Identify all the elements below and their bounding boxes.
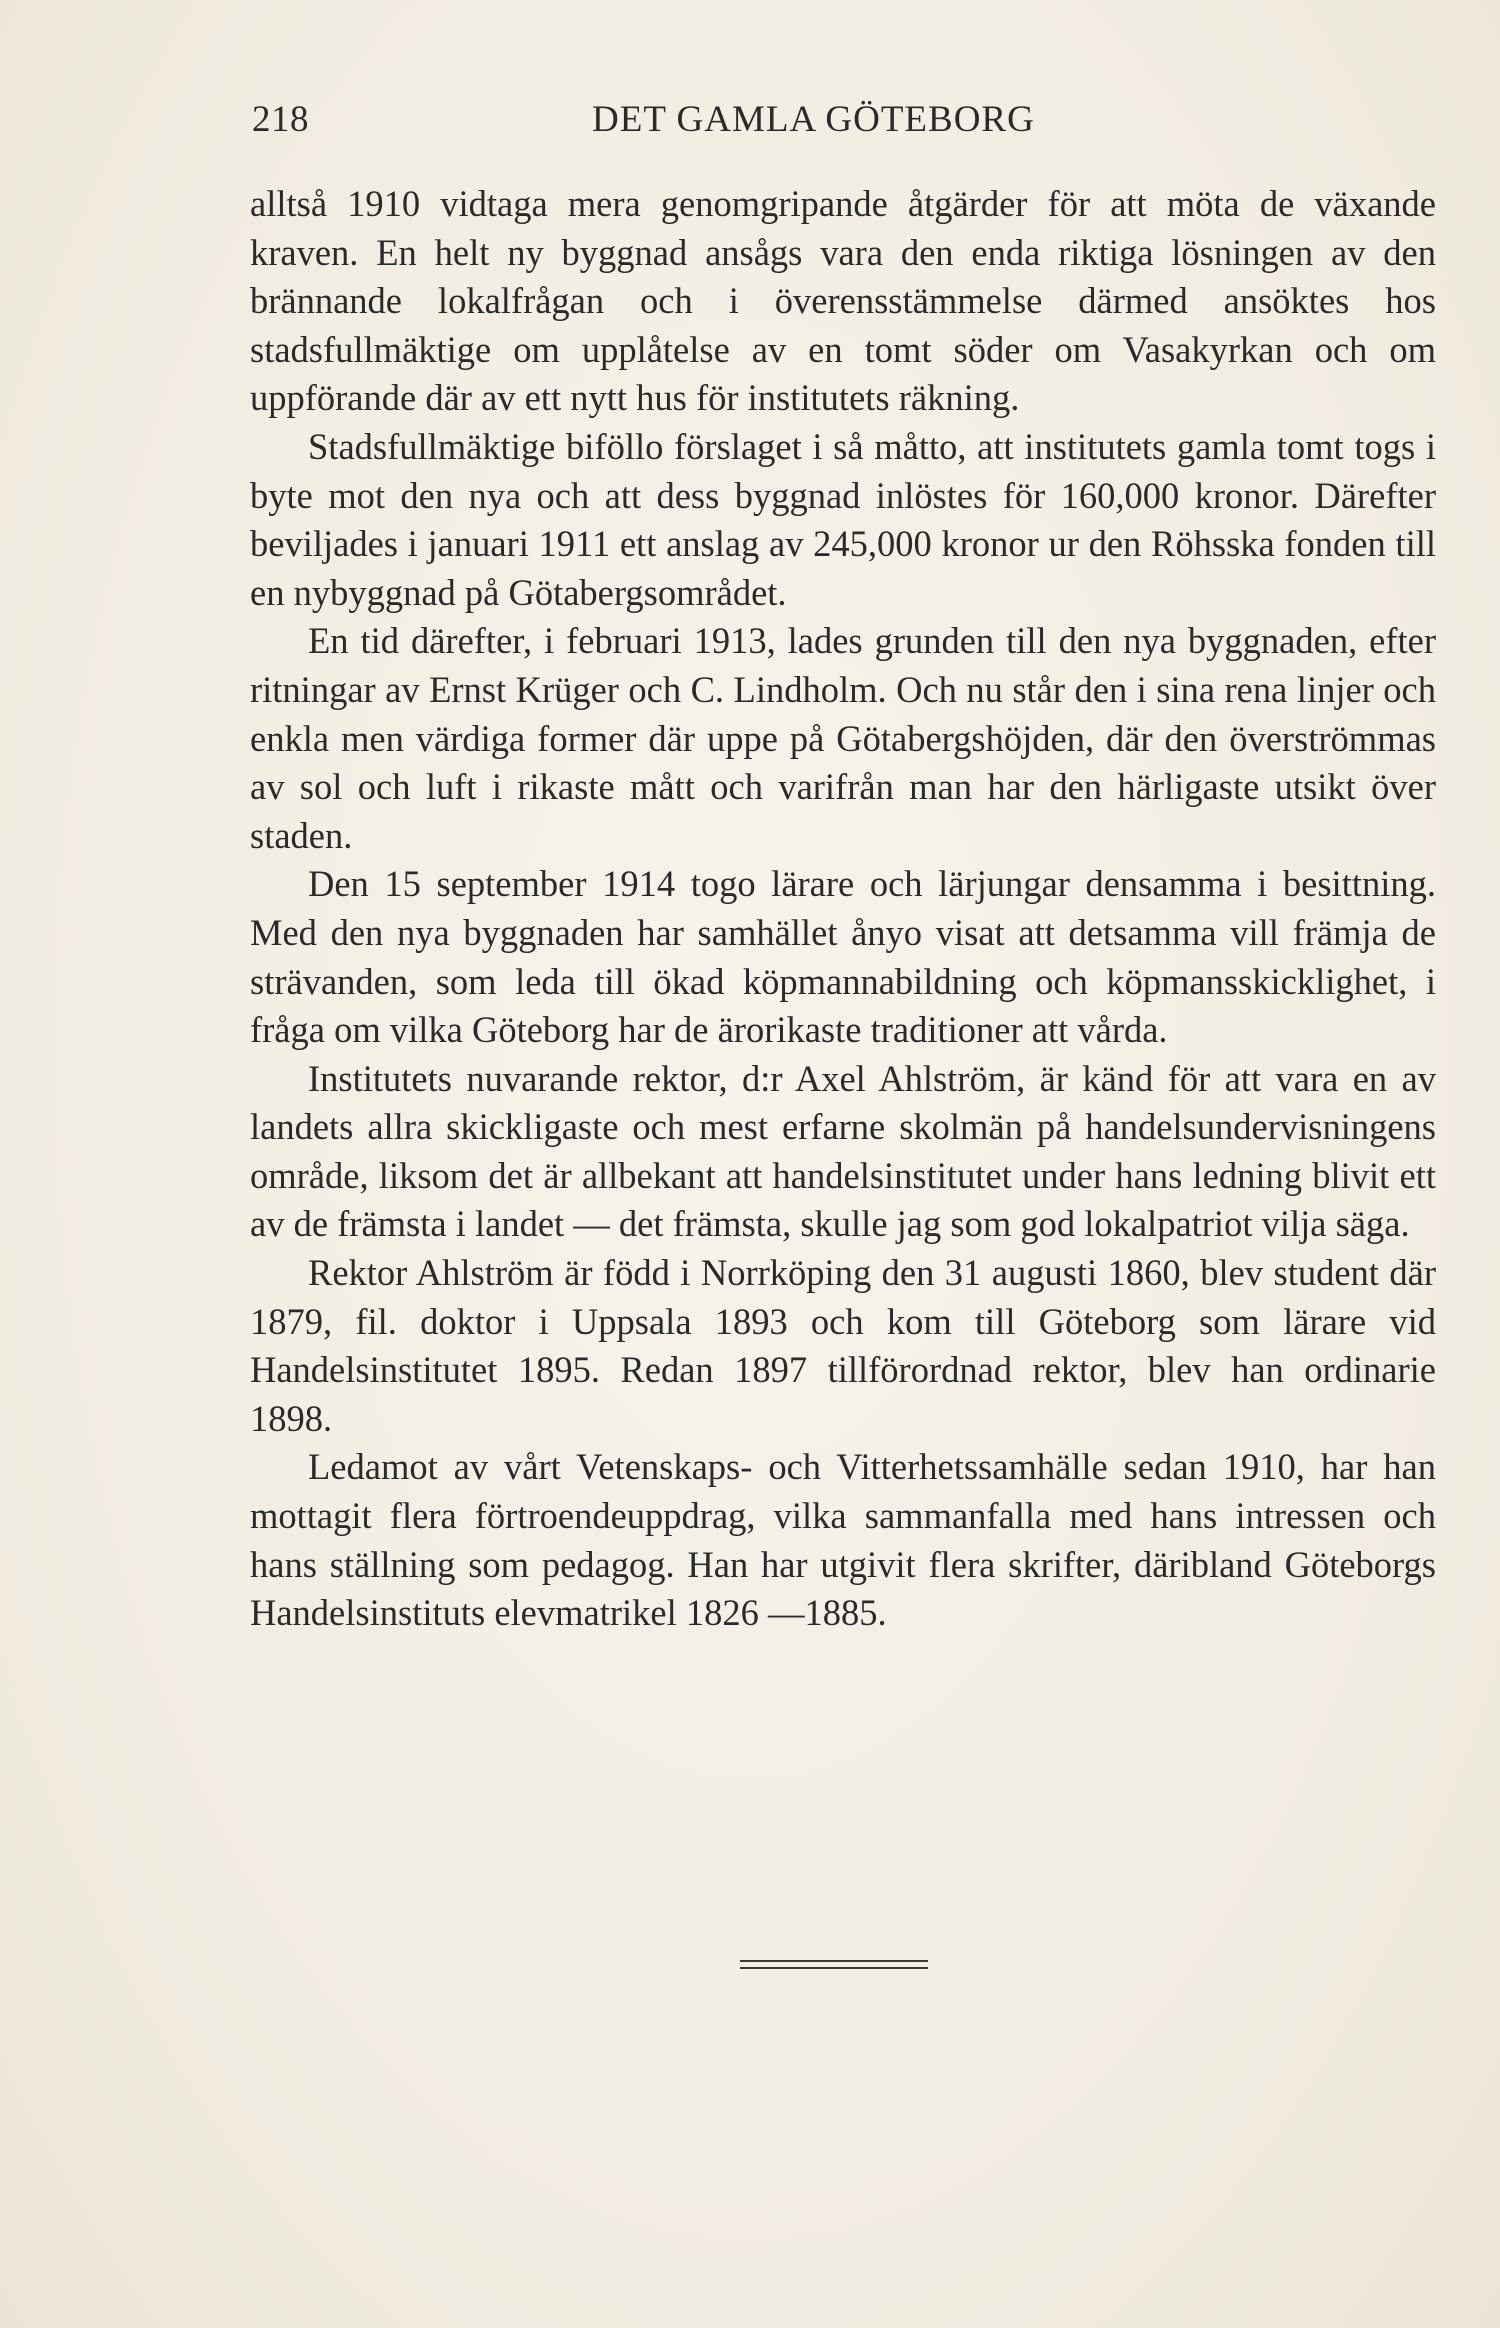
rule-line [740,1960,928,1962]
paragraph: Rektor Ahlström är född i Norrköping den 31 augusti 1860, blev student där 1879, fil. doktor i Uppsala 1893 och kom till Göteborg som lärare vid Handelsinstitutet 1895. Redan 1897 tillförordnad rektor, blev han ordinarie 1898. [250,1252,1436,1439]
paragraph: Stadsfullmäktige biföllo förslaget i så måtto, att institutets gamla tomt togs i byte mot den nya och att dess byggnad inlöstes för 160,000 kronor. Därefter beviljades i januari 1911 ett anslag av 245,000 kronor ur den Röhsska fonden till en nybyggnad på Götabergsområdet. [250,425,1436,613]
section-end-rule [740,1960,928,1972]
paragraph: Ledamot av vårt Vetenskaps- och Vitterhetssamhälle sedan 1910, har han mottagit flera förtroendeuppdrag, vilka sammanfalla med hans intressen och hans ställning som pedagog. Han har utgivit flera skrifter, däribland Göteborgs Handelsinstituts elevmatrikel 1826 —1885. [250,1446,1436,1634]
paragraph: En tid därefter, i februari 1913, lades grunden till den nya byggnaden, efter ritningar av Ernst Krüger och C. Lindholm. Och nu står den i sina rena linjer och enkla men värdiga former där uppe på Götabergshöjden, där den överströmmas av sol och luft i rikaste mått och varifrån man har den härligaste utsikt över staden. [250,620,1436,856]
paragraph: Institutets nuvarande rektor, d:r Axel Ahlström, är känd för att vara en av landets allra skickligaste och mest erfarne skolmän på handelsundervisningens område, liksom det är allbekant att handelsinstitutet under hans ledning blivit ett av de främsta i landet — det främsta, skulle jag som god lokalpatriot vilja säga. [250,1057,1436,1245]
running-title: DET GAMLA GÖTEBORG [592,99,1035,140]
page-header [252,98,1252,158]
body-text [250,180,1436,1638]
page-number: 218 [252,99,309,140]
rule-line [740,1967,928,1969]
paragraph: Den 15 september 1914 togo lärare och lärjungar densamma i besittning. Med den nya byggnaden har samhället ånyo visat att detsamma vill främja de strävanden, som leda till ökad köpmannabildning och köpmansskicklighet, i fråga om vilka Göteborg har de ärorikaste traditioner att vårda. [250,863,1436,1051]
paragraph: alltså 1910 vidtaga mera genomgripande åtgärder för att möta de växande kraven. En helt ny byggnad ansågs vara den enda riktiga lösningen av den brännande lokalfrågan och i överensstämmelse därmed ansöktes hos stadsfullmäktige om upplåtelse av en tomt söder om Vasakyrkan och om uppförande där av ett nytt hus för institutets räkning. [250,183,1436,419]
